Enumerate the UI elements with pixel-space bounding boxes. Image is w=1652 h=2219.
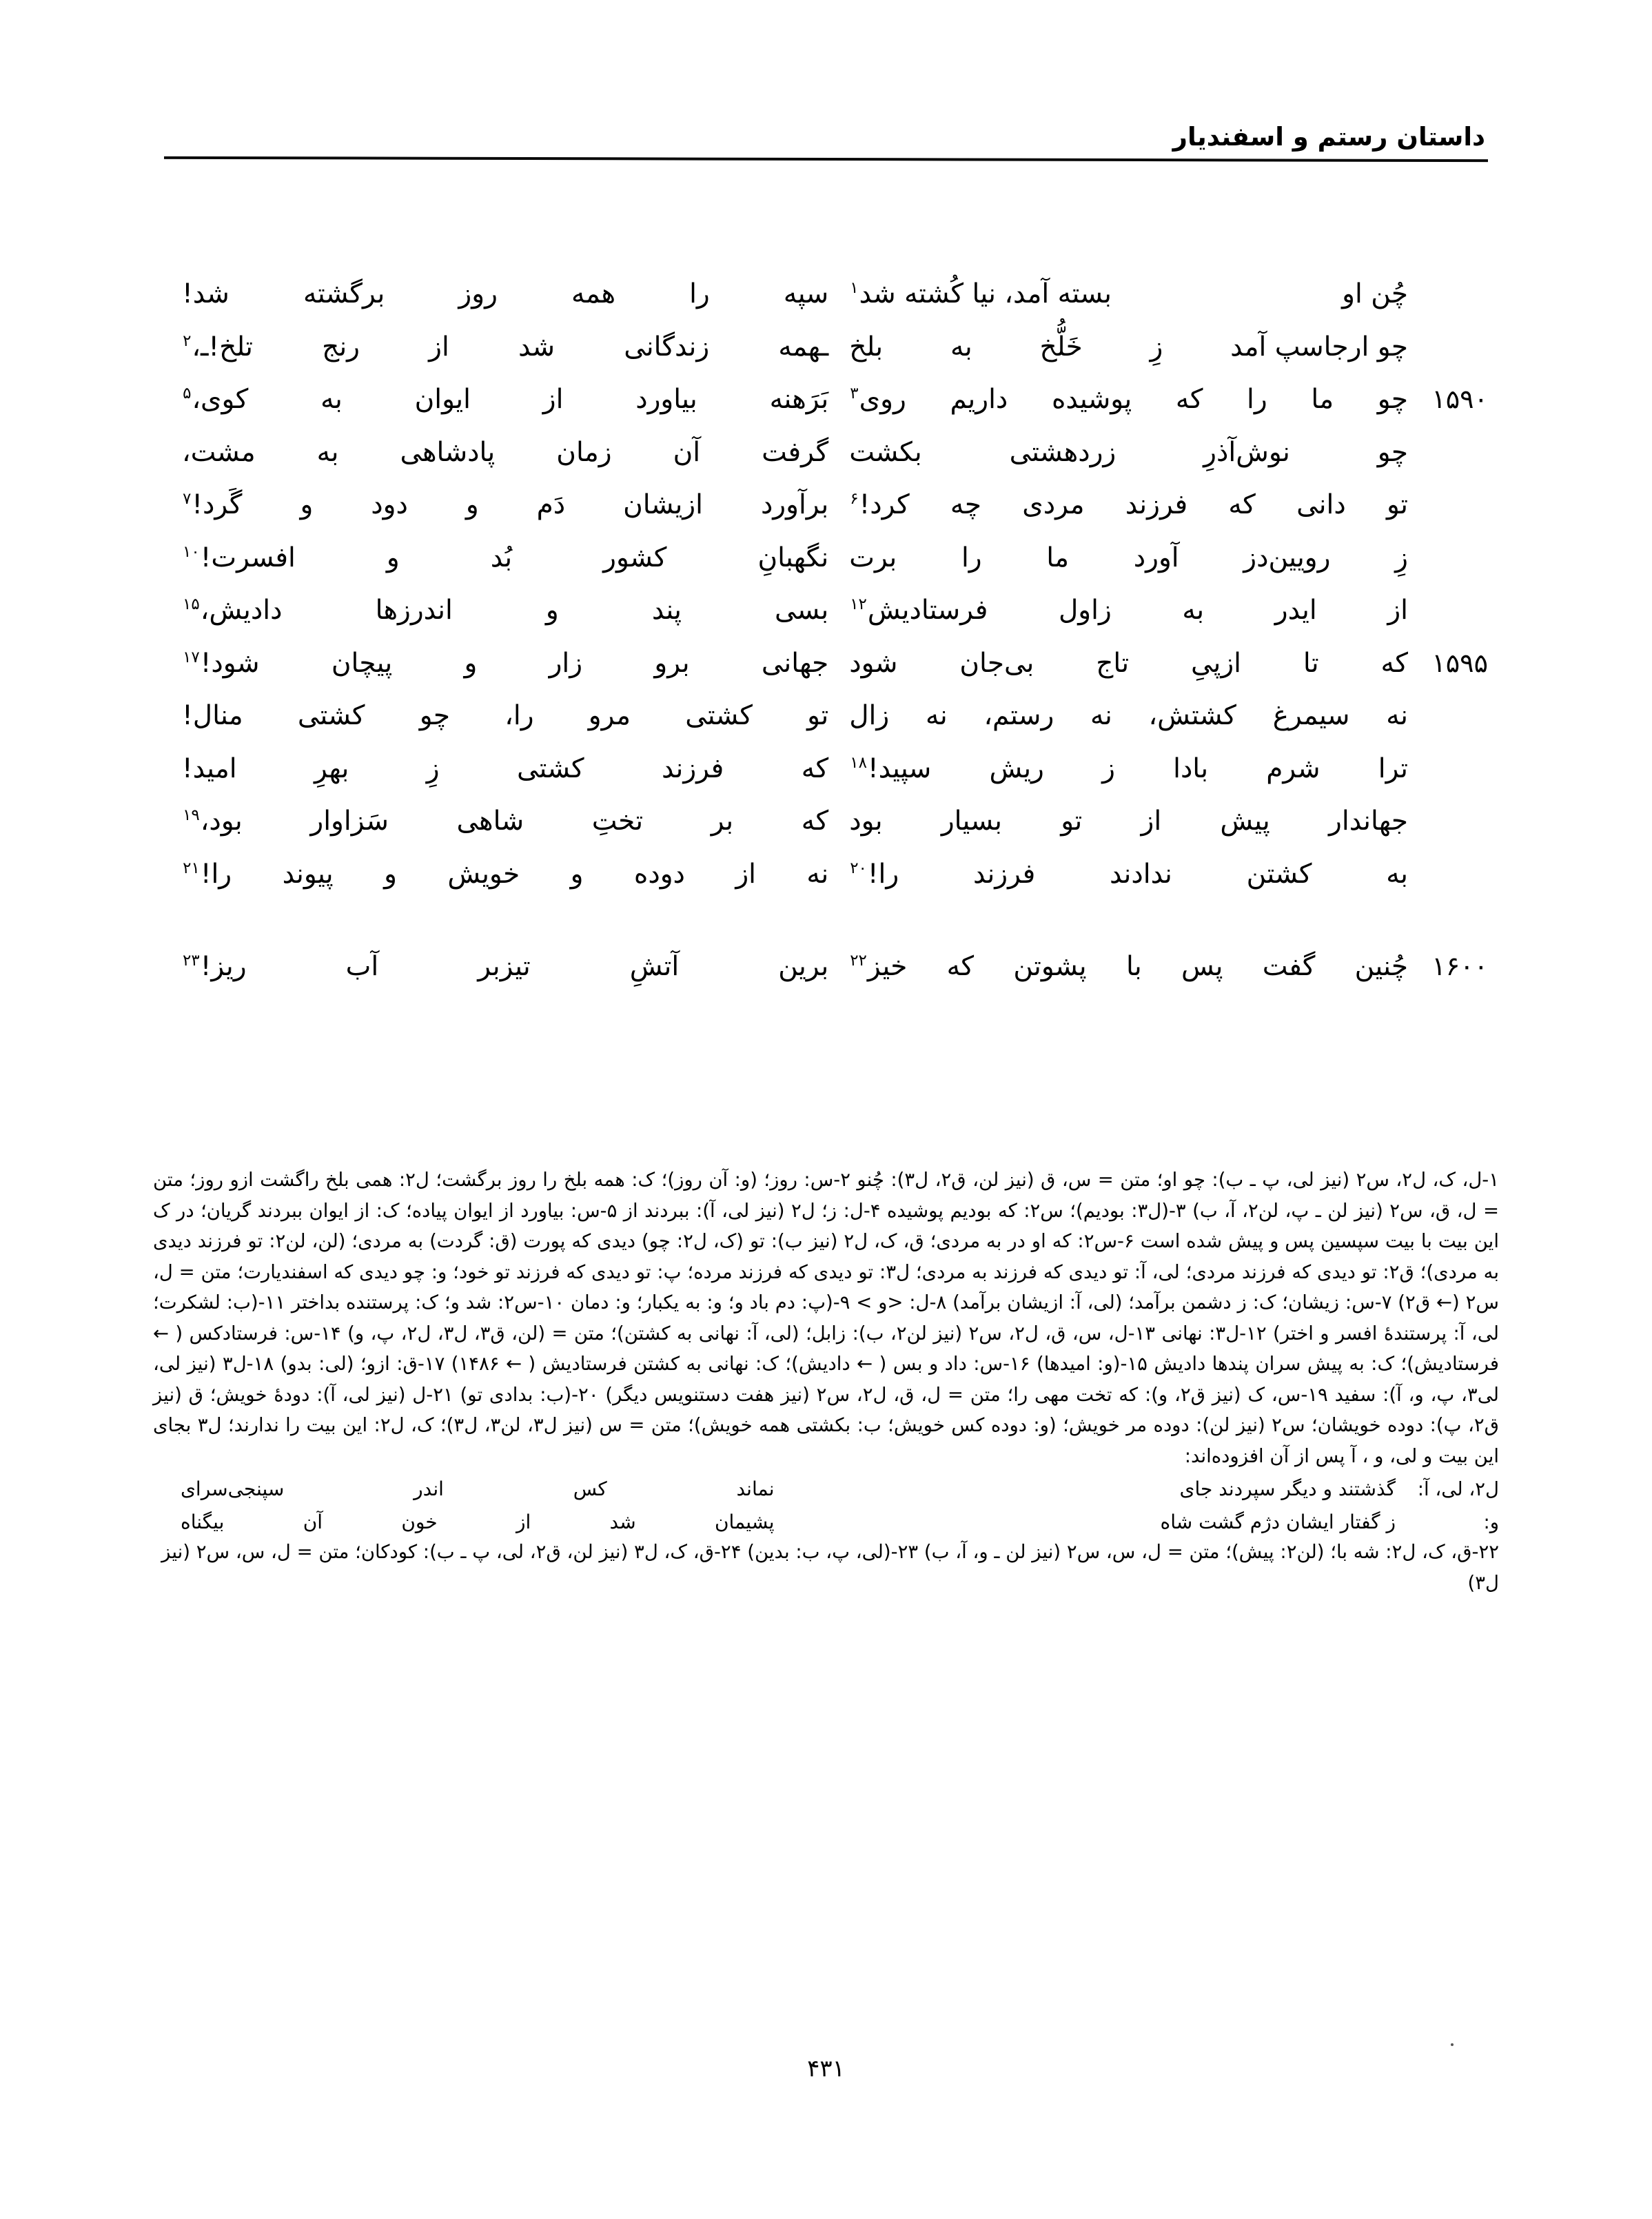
hemistich-first-text: از ایدر به زاول فرستادیش$^{۱۲}$ — [850, 595, 1408, 626]
hemistich-first-text: چو نوش‌آذرِ زردهشتی بکشت — [849, 436, 1408, 468]
verse-distich — [164, 438, 1488, 491]
hemistich-second — [164, 385, 831, 415]
hemistich-second — [164, 543, 831, 573]
variant-couplet-line — [153, 1507, 1499, 1537]
page-speck — [1451, 2043, 1454, 2046]
footnote-marker: ۱ — [850, 279, 859, 297]
hemistich-second-text: گرفت آن زمان پادشاهی به مشت، — [182, 436, 829, 468]
verse-distich — [164, 332, 1488, 385]
footnote-marker: ۳ — [850, 385, 859, 402]
footnote-marker: ۱۰ — [183, 542, 200, 561]
footnote-marker: ۱۲ — [850, 595, 867, 613]
verse-distich — [164, 385, 1488, 438]
hemistich-first — [831, 595, 1488, 626]
verse-distich — [164, 952, 1488, 1005]
hemistich-first-text: نه سیمرغ کشتش، نه رستم، نه زال — [849, 700, 1408, 731]
variant-couplet-sigil: ل۲، لی، آ: — [1417, 1478, 1499, 1501]
hemistich-second-text: برین آتشِ تیزبر آب ریز!$^{۲۳}$ — [183, 951, 829, 982]
hemistich-first — [831, 952, 1488, 982]
footnote-marker: ۱۸ — [850, 753, 867, 772]
hemistich-second — [164, 701, 831, 731]
hemistich-first — [831, 859, 1488, 890]
hemistich-first-text: چو ما را که پوشیده داریم روی$^۳$ — [850, 384, 1408, 415]
hemistich-second-text: نه از دوده و خویش و پیوند را!$^{۲۱}$ — [183, 858, 829, 890]
hemistich-first — [831, 332, 1488, 362]
hemistich-second-text: برآورد ازیشان دَم و دود و گَرد!$^۷$ — [183, 489, 829, 520]
running-head-title: داستان رستم و اسفندیار — [1172, 122, 1485, 152]
apparatus-note: ۲۲-ق، ک، ل۲: شه با؛ (لن۲: پیش)؛ متن = ل، س، س۲ (نیز لن ـ و، آ، ب) ۲۳-(لی، پ، ب: بدین) ۲۴-ق، ک، ل۳ (نیز لن، ق۲، لی، پ ـ ب): کودکان؛ متن = ل، س، س۲ (نیز ل۳) — [161, 1541, 1499, 1594]
hemistich-second — [164, 490, 831, 520]
verse-distich — [164, 595, 1488, 648]
apparatus-note: ۱-ل، ک، ل۲، س۲ (نیز لی، پ ـ ب): چو او؛ متن = س، ق (نیز لن، ق۲، ل۳): چُنو ۲-س: روز؛ (و: آن روز)؛ ک: همه بلخ را روز برگشت؛ ل۲: همی بلخ راگشت ازو روز؛ متن = ل، ق، س۲ (نیز لن ـ پ، لن۲، آ، ب) ۳-(ل۳: بودیم)؛ س۲: که بودیم پوشیده ۴-ل: ز؛ ل۲ (نیز لی، آ): ببردند از ۵-س: بیاورد از ایوان پیاده؛ ک: از ایوان ببردند گریان؛ در ک این بیت با بیت سپسین پس و پیش شده است ۶-س۲: که او در به مردی؛ ق، ک، ل۲ (نیز ب): تو (ک، ل۲: چو) دیدی که پورت (ق: گردت) به مردی؛ (لن، لن۲: تو فرزند دیدی به مردی)؛ ق۲: تو دیدی که فرزند مردی؛ لی، آ: تو دیدی که فرزند به مردی؛ ل۳: تو دیدی که فرزند مرده؛ پ: تو دیدی که فرزند تو خود؛ و: چو دیدی که اسفندیارت؛ متن = ل، س۲ (← ق۲) ۷-س: زیشان؛ ک: ز دشمن برآمد؛ (لی، آ: ازیشان برآمد) ۸-ل: <و > ۹-(پ: دم باد و؛ و: به یکبار؛ و: دمان ۱۰-س۲: شد و؛ ک: پرستنده بداختر ۱۱-(ب: لشکرت؛ لی، آ: پرستندهٔ افسر و اختر) ۱۲-ل۳: نهانی ۱۳-ل، س، ق، ل۲، س۲ (نیز لن۲، ب): زابل؛ (لی، آ: نهانی به کشتن)؛ متن = (لن، ق۳، ل۳، ل۲، پ، و) ۱۴-س: فرستادکس ( ← فرستادیش)؛ ک: به پیش سران پندها دادیش ۱۵-(و: امیدها) ۱۶-س: داد و بس ( ← دادیش)؛ ک: نهانی به کشتن فرستادیش ( ← ۱۴۸۶) ۱۷-ق: ازو؛ (لی: بدو) ۱۸-ل۳ (نیز لی، لی۳، پ، و، آ): سفید ۱۹-س، ک (نیز ق۲، و): که تخت مهی را؛ متن = ل، ق، ل۲، س۲ (نیز هفت دستنویس دیگر) ۲۰-(ب: بدادی تو) ۲۱-ل (نیز لی، آ): دودهٔ خویش؛ ق (نیز ق۲، پ): دوده خویشان؛ س۲ (نیز لن): دوده مر خویش؛ (و: دوده کس خویش؛ ب: بکشتی همه خویش)؛ متن = س (نیز ل۳، لن۳، ل۳)؛ ک، ل۲: این بیت را ندارند؛ ل۳ بجای این بیت و لی، و ، آ پس از آن افزوده‌اند: — [153, 1169, 1500, 1467]
hemistich-first-text: جهاندار پیش از تو بسیار بود — [849, 806, 1408, 837]
hemistich-second-text: بَرَهنه بیاورد از ایوان به کوی،$^۵$ — [183, 384, 829, 415]
footnote-marker: ۱۷ — [183, 648, 200, 666]
hemistich-first — [831, 543, 1488, 573]
hemistich-second-text: ـهمه زندگانی شد از رنج تلخ!ـ،$^۲$ — [183, 331, 829, 362]
footnote-marker: ۲۰ — [850, 859, 867, 877]
footnote-marker: ۷ — [183, 490, 192, 508]
footnote-marker: ۲۱ — [183, 859, 200, 877]
verse-number: ۱۵۹۵ — [1431, 647, 1488, 678]
variant-couplet-sigil: و: — [1483, 1511, 1499, 1533]
hemistich-first — [831, 806, 1488, 837]
hemistich-first-text: چو ارجاسپ آمد زِ خَلُّخ به بلخ — [849, 331, 1408, 362]
footnote-marker: ۲۳ — [183, 952, 200, 970]
footnote-marker: ۱۵ — [183, 595, 200, 613]
verse-distich — [164, 490, 1488, 543]
hemistich-first — [831, 385, 1488, 415]
verse-block — [164, 279, 1488, 1005]
hemistich-second — [164, 332, 831, 362]
verse-number: ۱۶۰۰ — [1431, 951, 1488, 981]
hemistich-second-text: بسی پند و اندرزها دادیش،$^{۱۵}$ — [183, 595, 829, 626]
footnote-marker: ۵ — [183, 385, 192, 402]
hemistich-second-text: که بر تختِ شاهی سَزاوار بود،$^{۱۹}$ — [183, 806, 829, 837]
variant-hemistich-first: ز گفتار ایشان دژم گشت شاه — [1160, 1510, 1396, 1533]
hemistich-second-text: سپه را همه روز برگشته شد! — [182, 278, 829, 309]
hemistich-second — [164, 859, 831, 890]
footnote-marker: ۲۲ — [850, 952, 867, 970]
verse-distich — [164, 543, 1488, 596]
hemistich-first-text: چُن او بسته آمد، نیا کُشته شد$^۱$ — [850, 278, 1408, 309]
hemistich-first — [831, 754, 1488, 784]
hemistich-second — [164, 438, 831, 468]
hemistich-second — [164, 648, 831, 679]
hemistich-first-text: به کشتن ندادند فرزند را!$^{۲۰}$ — [850, 858, 1408, 890]
verse-distich — [164, 648, 1488, 702]
variant-hemistich-first: گذشتند و دیگر سپردند جای — [1179, 1477, 1396, 1501]
critical-apparatus — [153, 1165, 1499, 1598]
hemistich-first-text: ترا شرم بادا ز ریش سپید!$^{۱۸}$ — [850, 753, 1408, 784]
hemistich-second-text: نگهبانِ کشور بُد و افسرت!$^{۱۰}$ — [183, 542, 829, 573]
footnote-marker: ۲ — [183, 331, 192, 350]
verse-distich — [164, 754, 1488, 807]
header-rule — [164, 156, 1488, 161]
verse-distich — [164, 279, 1488, 332]
hemistich-first — [831, 279, 1488, 309]
hemistich-second — [164, 279, 831, 309]
verse-distich — [164, 806, 1488, 859]
hemistich-first-text: که تا ازپیِ تاج بی‌جان شود — [849, 647, 1408, 679]
hemistich-first-text: زِ رویین‌دز آورد ما را برت — [849, 542, 1408, 573]
hemistich-second-text: که فرزند کشتی زِ بهرِ امید! — [182, 753, 829, 784]
variant-hemistich-second: نماند کس اندر سپنجی‌سرای — [181, 1477, 775, 1501]
verse-distich — [164, 701, 1488, 754]
hemistich-first — [831, 490, 1488, 520]
hemistich-second-text: تو کشتی مرو را، چو کشتی منال! — [182, 700, 829, 731]
variant-couplet-line — [153, 1474, 1499, 1504]
footnote-marker: ۱۹ — [183, 806, 200, 824]
variant-hemistich-second: پشیمان شد از خون آن بیگناه — [181, 1510, 775, 1533]
hemistich-second — [164, 952, 831, 982]
hemistich-first — [831, 701, 1488, 731]
hemistich-second — [164, 595, 831, 626]
verse-distich — [164, 859, 1488, 912]
variant-couplet — [153, 1507, 1499, 1537]
hemistich-first-text: تو دانی که فرزند مردی چه کرد!$^۶$ — [850, 489, 1408, 520]
hemistich-first — [831, 438, 1488, 468]
hemistich-second — [164, 806, 831, 837]
hemistich-first-text: چُنین گفت پس با پشوتن که خیز$^{۲۲}$ — [850, 951, 1408, 982]
page-number: ۴۳۱ — [807, 2055, 845, 2083]
hemistich-second — [164, 754, 831, 784]
hemistich-first — [831, 648, 1488, 679]
variant-couplet — [153, 1474, 1499, 1504]
verse-number: ۱۵۹۰ — [1431, 384, 1488, 414]
running-head — [164, 123, 1488, 161]
hemistich-second-text: جهانی برو زار و پیچان شود!$^{۱۷}$ — [183, 647, 829, 679]
footnote-marker: ۶ — [850, 490, 859, 508]
